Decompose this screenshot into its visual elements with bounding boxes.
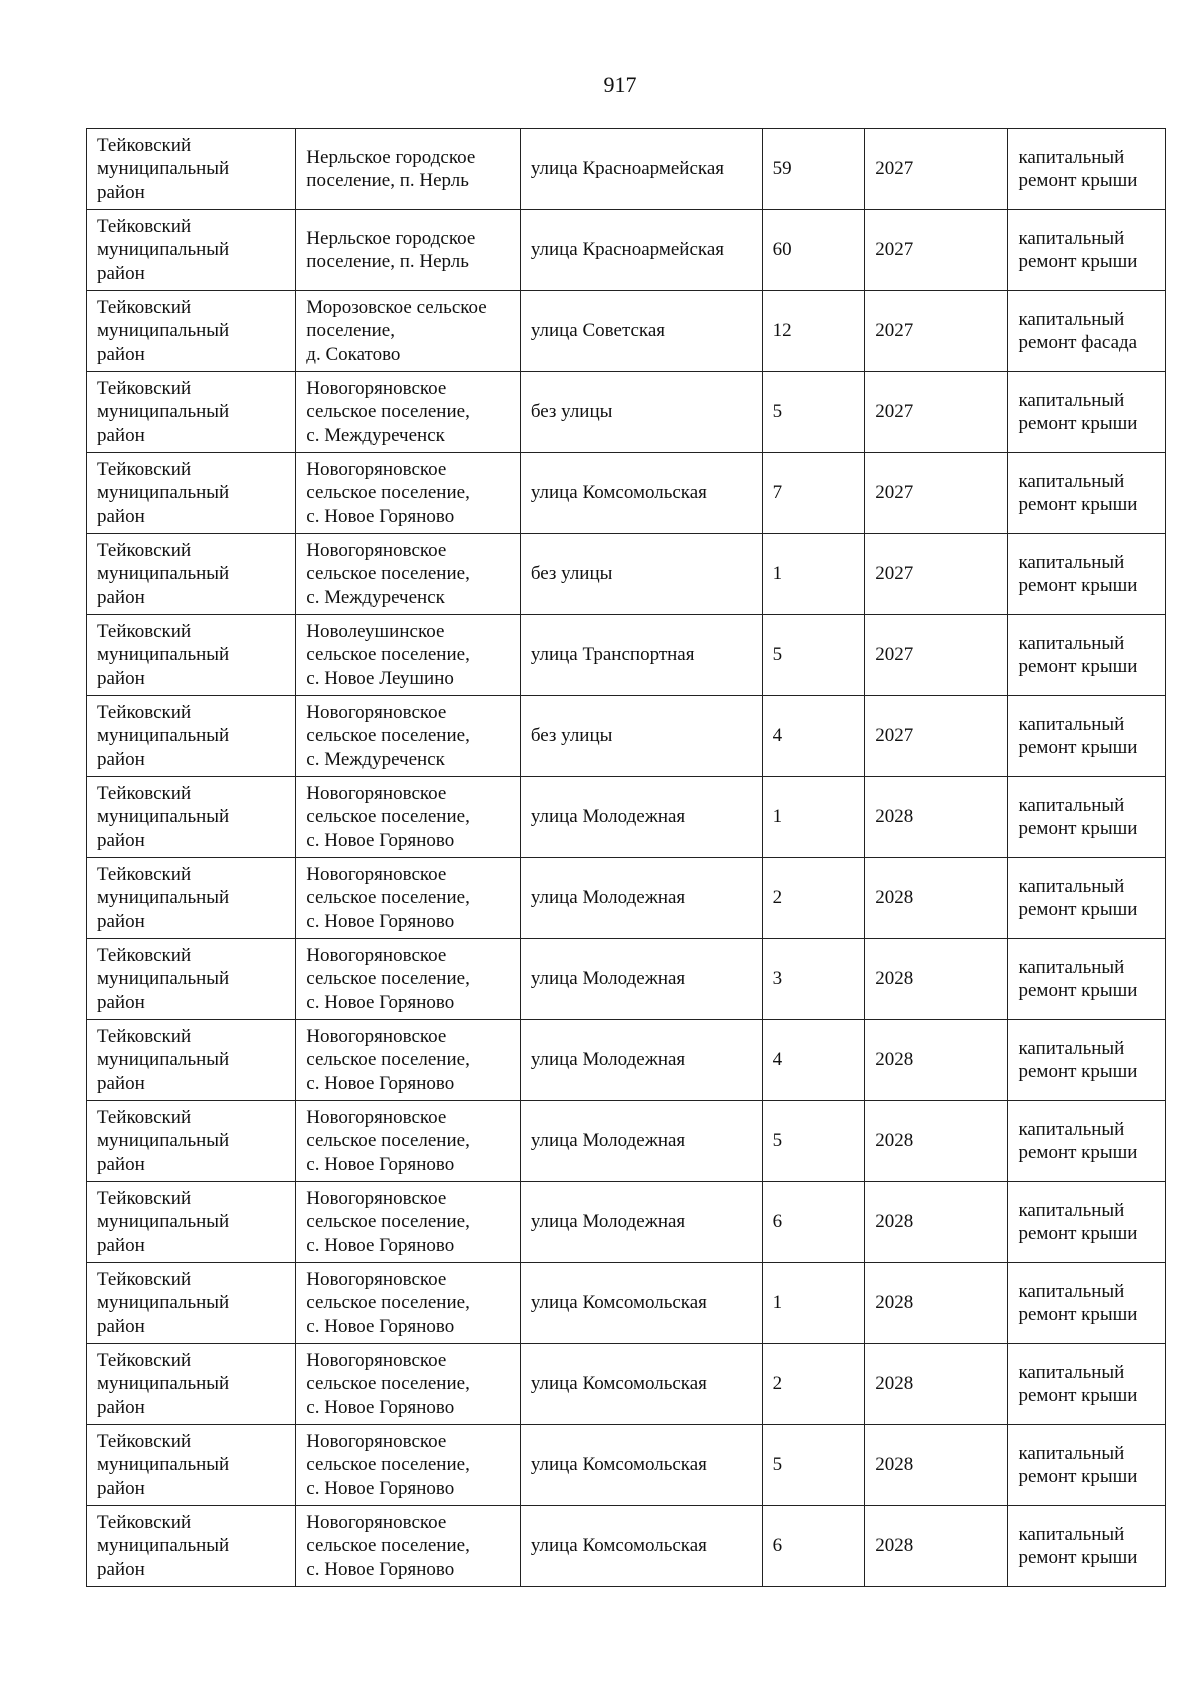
settlement-line: Новогоряновское: [306, 1430, 447, 1452]
settlement-line: Новогоряновское: [306, 539, 447, 561]
settlement-line: с. Междуреченск: [306, 424, 445, 446]
settlement-cell: [296, 291, 521, 372]
settlement-line: с. Новое Горяново: [306, 505, 455, 527]
district-cell: [87, 777, 296, 858]
house-number-cell: 60: [762, 210, 865, 291]
work-type-line: ремонт крыши: [1018, 899, 1138, 920]
district-line: муниципальный: [97, 806, 230, 828]
year-cell: 2027: [865, 129, 1008, 210]
work-type-line: капитальный: [1018, 794, 1125, 816]
settlement-line: с. Междуреченск: [306, 748, 445, 770]
work-type-cell: [1008, 372, 1166, 453]
settlement-line: Морозовское сельское: [306, 296, 487, 318]
district-line: муниципальный: [97, 1535, 230, 1557]
work-type-line: капитальный: [1018, 1280, 1125, 1302]
settlement-line: с. Новое Горяново: [306, 1072, 455, 1094]
street-cell: улица Комсомольская: [520, 1263, 762, 1344]
settlement-cell: [296, 453, 521, 534]
district-line: муниципальный: [97, 1211, 230, 1233]
table-row: [87, 291, 1166, 372]
street-cell: улица Молодежная: [520, 1182, 762, 1263]
work-type-cell: [1008, 1425, 1166, 1506]
work-type-line: ремонт крыши: [1018, 1142, 1138, 1163]
table-row: [87, 1263, 1166, 1344]
settlement-line: с. Новое Горяново: [306, 1315, 455, 1337]
district-line: муниципальный: [97, 1373, 230, 1395]
district-cell: [87, 129, 296, 210]
settlement-line: сельское поселение,: [306, 1130, 470, 1152]
settlement-line: сельское поселение,: [306, 1049, 470, 1071]
district-line: Тейковский: [97, 1025, 192, 1047]
district-cell: [87, 858, 296, 939]
work-type-cell: [1008, 453, 1166, 534]
table-row: [87, 453, 1166, 534]
house-number-cell: 59: [762, 129, 865, 210]
street-cell: без улицы: [520, 372, 762, 453]
work-type-line: капитальный: [1018, 1118, 1125, 1140]
district-line: муниципальный: [97, 401, 230, 423]
district-cell: [87, 210, 296, 291]
settlement-cell: [296, 372, 521, 453]
street-cell: без улицы: [520, 534, 762, 615]
street-cell: улица Молодежная: [520, 1101, 762, 1182]
district-line: Тейковский: [97, 701, 192, 723]
settlement-cell: [296, 210, 521, 291]
work-type-line: капитальный: [1018, 875, 1125, 897]
table-row: [87, 372, 1166, 453]
district-cell: [87, 1020, 296, 1101]
settlement-line: сельское поселение,: [306, 806, 470, 828]
work-type-line: ремонт крыши: [1018, 494, 1138, 515]
settlement-line: с. Новое Горяново: [306, 991, 455, 1013]
settlement-line: сельское поселение,: [306, 968, 470, 990]
district-line: муниципальный: [97, 158, 230, 180]
settlement-cell: [296, 858, 521, 939]
district-line: муниципальный: [97, 644, 230, 666]
settlement-line: Новогоряновское: [306, 377, 447, 399]
settlement-line: поселение, п. Нерль: [306, 170, 469, 191]
work-type-cell: [1008, 939, 1166, 1020]
district-cell: [87, 1506, 296, 1587]
work-type-line: ремонт крыши: [1018, 656, 1138, 677]
district-line: район: [97, 991, 145, 1013]
district-line: Тейковский: [97, 1268, 192, 1290]
settlement-line: Новогоряновское: [306, 1025, 447, 1047]
street-cell: улица Транспортная: [520, 615, 762, 696]
settlement-line: сельское поселение,: [306, 1373, 470, 1395]
settlement-cell: [296, 1425, 521, 1506]
work-type-line: капитальный: [1018, 956, 1125, 978]
year-cell: 2028: [865, 1101, 1008, 1182]
settlement-line: Новогоряновское: [306, 1106, 447, 1128]
district-cell: [87, 1101, 296, 1182]
work-type-line: капитальный: [1018, 713, 1125, 735]
year-cell: 2027: [865, 615, 1008, 696]
settlement-line: сельское поселение,: [306, 401, 470, 423]
settlement-line: Новогоряновское: [306, 458, 447, 480]
district-line: Тейковский: [97, 1511, 192, 1533]
house-number-cell: 5: [762, 1425, 865, 1506]
year-cell: 2027: [865, 291, 1008, 372]
work-type-line: капитальный: [1018, 146, 1125, 168]
work-type-line: ремонт крыши: [1018, 1547, 1138, 1568]
work-type-line: ремонт крыши: [1018, 575, 1138, 596]
street-cell: улица Молодежная: [520, 939, 762, 1020]
district-cell: [87, 939, 296, 1020]
year-cell: 2027: [865, 372, 1008, 453]
district-line: Тейковский: [97, 134, 192, 156]
work-type-line: ремонт крыши: [1018, 818, 1138, 839]
settlement-line: с. Новое Горяново: [306, 1477, 455, 1499]
work-type-line: ремонт крыши: [1018, 1061, 1138, 1082]
house-number-cell: 1: [762, 1263, 865, 1344]
work-type-cell: [1008, 210, 1166, 291]
district-line: Тейковский: [97, 782, 192, 804]
settlement-line: сельское поселение,: [306, 482, 470, 504]
settlement-line: Новолеушинское: [306, 620, 445, 642]
district-cell: [87, 1425, 296, 1506]
district-line: район: [97, 1315, 145, 1337]
repair-schedule-table: [86, 128, 1166, 1587]
table-row: [87, 777, 1166, 858]
district-line: район: [97, 667, 145, 689]
work-type-line: капитальный: [1018, 308, 1125, 330]
street-cell: улица Красноармейская: [520, 210, 762, 291]
district-line: Тейковский: [97, 296, 192, 318]
table-row: [87, 696, 1166, 777]
work-type-cell: [1008, 696, 1166, 777]
settlement-line: с. Новое Леушино: [306, 667, 454, 689]
district-line: Тейковский: [97, 1430, 192, 1452]
year-cell: 2027: [865, 696, 1008, 777]
street-cell: улица Комсомольская: [520, 1425, 762, 1506]
district-line: Тейковский: [97, 215, 192, 237]
settlement-line: с. Новое Горяново: [306, 1234, 455, 1256]
work-type-line: капитальный: [1018, 227, 1125, 249]
work-type-line: ремонт фасада: [1018, 332, 1138, 353]
year-cell: 2028: [865, 1182, 1008, 1263]
settlement-cell: [296, 615, 521, 696]
district-line: муниципальный: [97, 1049, 230, 1071]
district-line: Тейковский: [97, 458, 192, 480]
house-number-cell: 1: [762, 777, 865, 858]
district-line: район: [97, 748, 145, 770]
table-row: [87, 1020, 1166, 1101]
settlement-line: Новогоряновское: [306, 863, 447, 885]
settlement-line: с. Междуреченск: [306, 586, 445, 608]
work-type-line: ремонт крыши: [1018, 1304, 1138, 1325]
district-line: Тейковский: [97, 539, 192, 561]
settlement-cell: [296, 534, 521, 615]
district-line: муниципальный: [97, 968, 230, 990]
settlement-line: сельское поселение,: [306, 563, 470, 585]
district-cell: [87, 1344, 296, 1425]
year-cell: 2028: [865, 858, 1008, 939]
district-line: муниципальный: [97, 1292, 230, 1314]
district-line: район: [97, 829, 145, 851]
settlement-line: сельское поселение,: [306, 1292, 470, 1314]
work-type-cell: [1008, 1263, 1166, 1344]
work-type-cell: [1008, 1182, 1166, 1263]
district-cell: [87, 453, 296, 534]
settlement-cell: [296, 1506, 521, 1587]
settlement-line: Новогоряновское: [306, 1187, 447, 1209]
district-line: муниципальный: [97, 1454, 230, 1476]
work-type-line: капитальный: [1018, 1199, 1125, 1221]
settlement-line: сельское поселение,: [306, 644, 470, 666]
district-line: район: [97, 1396, 145, 1418]
settlement-cell: [296, 129, 521, 210]
settlement-line: Новогоряновское: [306, 1511, 447, 1533]
settlement-line: д. Сокатово: [306, 343, 401, 365]
work-type-line: капитальный: [1018, 551, 1125, 573]
district-cell: [87, 615, 296, 696]
district-line: Тейковский: [97, 1349, 192, 1371]
year-cell: 2027: [865, 534, 1008, 615]
settlement-line: Нерльское городское: [306, 227, 476, 249]
district-line: район: [97, 262, 145, 284]
district-line: Тейковский: [97, 1187, 192, 1209]
year-cell: 2028: [865, 1506, 1008, 1587]
street-cell: улица Молодежная: [520, 1020, 762, 1101]
district-line: муниципальный: [97, 482, 230, 504]
district-cell: [87, 534, 296, 615]
work-type-cell: [1008, 534, 1166, 615]
work-type-line: ремонт крыши: [1018, 1385, 1138, 1406]
work-type-line: капитальный: [1018, 1037, 1125, 1059]
district-line: район: [97, 181, 145, 203]
settlement-line: с. Новое Горяново: [306, 910, 455, 932]
settlement-line: с. Новое Горяново: [306, 1153, 455, 1175]
year-cell: 2028: [865, 1263, 1008, 1344]
district-cell: [87, 291, 296, 372]
house-number-cell: 5: [762, 615, 865, 696]
house-number-cell: 2: [762, 858, 865, 939]
street-cell: без улицы: [520, 696, 762, 777]
settlement-line: Новогоряновское: [306, 1349, 447, 1371]
district-line: район: [97, 1477, 145, 1499]
settlement-line: с. Новое Горяново: [306, 1558, 455, 1580]
table-row: [87, 939, 1166, 1020]
district-line: муниципальный: [97, 1130, 230, 1152]
district-cell: [87, 1263, 296, 1344]
district-line: Тейковский: [97, 1106, 192, 1128]
district-line: район: [97, 424, 145, 446]
settlement-cell: [296, 777, 521, 858]
settlement-line: Новогоряновское: [306, 1268, 447, 1290]
street-cell: улица Комсомольская: [520, 1506, 762, 1587]
year-cell: 2028: [865, 1020, 1008, 1101]
district-line: муниципальный: [97, 563, 230, 585]
district-cell: [87, 1182, 296, 1263]
work-type-cell: [1008, 615, 1166, 696]
settlement-cell: [296, 1344, 521, 1425]
district-line: муниципальный: [97, 887, 230, 909]
house-number-cell: 5: [762, 1101, 865, 1182]
year-cell: 2027: [865, 453, 1008, 534]
street-cell: улица Комсомольская: [520, 1344, 762, 1425]
work-type-cell: [1008, 777, 1166, 858]
settlement-line: сельское поселение,: [306, 887, 470, 909]
settlement-line: сельское поселение,: [306, 725, 470, 747]
work-type-line: капитальный: [1018, 1361, 1125, 1383]
settlement-line: Новогоряновское: [306, 782, 447, 804]
district-line: район: [97, 1072, 145, 1094]
settlement-line: Нерльское городское: [306, 146, 476, 168]
year-cell: 2028: [865, 1344, 1008, 1425]
district-cell: [87, 696, 296, 777]
settlement-line: поселение, п. Нерль: [306, 251, 469, 272]
district-line: Тейковский: [97, 944, 192, 966]
settlement-line: сельское поселение,: [306, 1211, 470, 1233]
table-row: [87, 210, 1166, 291]
house-number-cell: 7: [762, 453, 865, 534]
settlement-cell: [296, 1263, 521, 1344]
work-type-line: ремонт крыши: [1018, 413, 1138, 434]
work-type-cell: [1008, 1020, 1166, 1101]
district-line: муниципальный: [97, 239, 230, 261]
table-row: [87, 1506, 1166, 1587]
table-row: [87, 1425, 1166, 1506]
district-line: муниципальный: [97, 320, 230, 342]
district-line: район: [97, 1558, 145, 1580]
street-cell: улица Комсомольская: [520, 453, 762, 534]
work-type-line: капитальный: [1018, 632, 1125, 654]
settlement-cell: [296, 1101, 521, 1182]
work-type-line: капитальный: [1018, 1523, 1125, 1545]
house-number-cell: 3: [762, 939, 865, 1020]
house-number-cell: 5: [762, 372, 865, 453]
work-type-line: ремонт крыши: [1018, 1466, 1138, 1487]
work-type-line: капитальный: [1018, 1442, 1125, 1464]
street-cell: улица Молодежная: [520, 777, 762, 858]
work-type-cell: [1008, 129, 1166, 210]
work-type-line: капитальный: [1018, 389, 1125, 411]
settlement-line: Новогоряновское: [306, 944, 447, 966]
work-type-line: ремонт крыши: [1018, 737, 1138, 758]
work-type-line: ремонт крыши: [1018, 1223, 1138, 1244]
street-cell: улица Красноармейская: [520, 129, 762, 210]
year-cell: 2028: [865, 777, 1008, 858]
settlement-line: Новогоряновское: [306, 701, 447, 723]
district-line: район: [97, 1234, 145, 1256]
district-line: Тейковский: [97, 620, 192, 642]
settlement-cell: [296, 1020, 521, 1101]
table-row: [87, 129, 1166, 210]
settlement-cell: [296, 1182, 521, 1263]
settlement-line: с. Новое Горяново: [306, 1396, 455, 1418]
street-cell: улица Советская: [520, 291, 762, 372]
house-number-cell: 12: [762, 291, 865, 372]
table-row: [87, 1182, 1166, 1263]
settlement-line: сельское поселение,: [306, 1535, 470, 1557]
house-number-cell: 1: [762, 534, 865, 615]
work-type-line: ремонт крыши: [1018, 251, 1138, 272]
house-number-cell: 6: [762, 1182, 865, 1263]
street-cell: улица Молодежная: [520, 858, 762, 939]
work-type-cell: [1008, 1344, 1166, 1425]
settlement-cell: [296, 939, 521, 1020]
house-number-cell: 4: [762, 1020, 865, 1101]
year-cell: 2028: [865, 1425, 1008, 1506]
district-line: муниципальный: [97, 725, 230, 747]
district-line: Тейковский: [97, 863, 192, 885]
table-row: [87, 1101, 1166, 1182]
work-type-cell: [1008, 1506, 1166, 1587]
district-line: район: [97, 343, 145, 365]
district-line: район: [97, 910, 145, 932]
district-line: район: [97, 1153, 145, 1175]
page-number: 917: [603, 72, 637, 97]
table-row: [87, 615, 1166, 696]
work-type-cell: [1008, 858, 1166, 939]
district-line: район: [97, 586, 145, 608]
work-type-line: ремонт крыши: [1018, 170, 1138, 191]
district-line: район: [97, 505, 145, 527]
house-number-cell: 2: [762, 1344, 865, 1425]
table-row: [87, 1344, 1166, 1425]
work-type-line: ремонт крыши: [1018, 980, 1138, 1001]
settlement-line: сельское поселение,: [306, 1454, 470, 1476]
year-cell: 2027: [865, 210, 1008, 291]
house-number-cell: 4: [762, 696, 865, 777]
table-row: [87, 858, 1166, 939]
settlement-cell: [296, 696, 521, 777]
table-row: [87, 534, 1166, 615]
settlement-line: с. Новое Горяново: [306, 829, 455, 851]
house-number-cell: 6: [762, 1506, 865, 1587]
work-type-cell: [1008, 291, 1166, 372]
settlement-line: поселение,: [306, 320, 395, 342]
district-line: Тейковский: [97, 377, 192, 399]
table-body: [87, 129, 1166, 1587]
year-cell: 2028: [865, 939, 1008, 1020]
district-cell: [87, 372, 296, 453]
work-type-line: капитальный: [1018, 470, 1125, 492]
work-type-cell: [1008, 1101, 1166, 1182]
